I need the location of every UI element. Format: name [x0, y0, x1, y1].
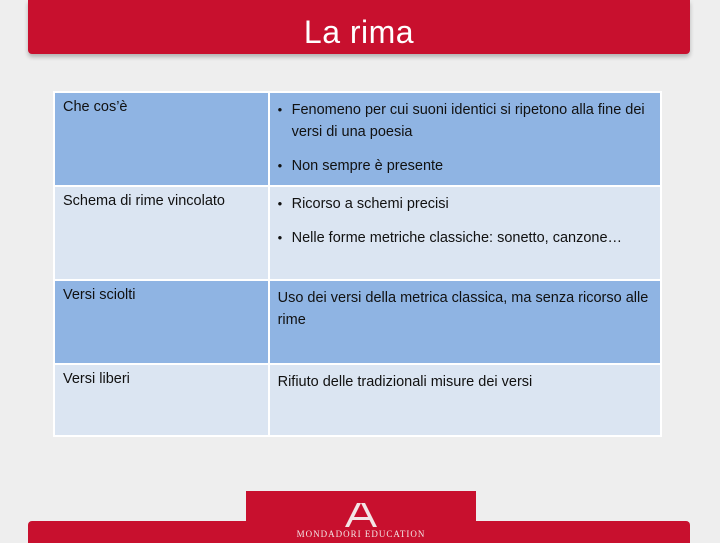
- term-label: Schema di rime vincolato: [63, 193, 225, 209]
- bullet-item: • Non sempre è presente: [278, 155, 652, 177]
- term-label: Versi sciolti: [63, 287, 136, 303]
- term-cell: [54, 364, 269, 436]
- logo-text: MONDADORI EDUCATION: [296, 529, 426, 539]
- table-row: [54, 364, 661, 436]
- page-title: La rima: [303, 14, 415, 50]
- bullet-item: • Fenomeno per cui suoni identici si ripetono alla fine dei versi di una poesia: [278, 99, 652, 143]
- definition-cell: [269, 186, 661, 280]
- bullet-item: • Ricorso a schemi precisi: [278, 193, 652, 215]
- term-label: Che cos’è: [63, 99, 128, 115]
- definition-cell: [269, 92, 661, 186]
- definition-text: Rifiuto delle tradizionali misure dei versi: [277, 374, 533, 390]
- definition-cell: [269, 280, 661, 364]
- term-cell: [54, 280, 269, 364]
- table-row: [54, 280, 661, 364]
- term-label: Versi liberi: [63, 371, 130, 387]
- publisher-logo: [246, 491, 476, 543]
- definition-text: Uso dei versi della metrica classica, ma senza ricorso alle rime: [277, 290, 649, 328]
- title-bar: [28, 0, 690, 54]
- definition-cell: [269, 364, 661, 436]
- table-row: [54, 92, 661, 186]
- table-row: [54, 186, 661, 280]
- mondadori-logo-icon: [341, 499, 381, 529]
- bullet-item: • Nelle forme metriche classiche: sonetto, canzone…: [278, 227, 652, 249]
- term-cell: [54, 92, 269, 186]
- rhyme-table: [53, 91, 662, 437]
- term-cell: [54, 186, 269, 280]
